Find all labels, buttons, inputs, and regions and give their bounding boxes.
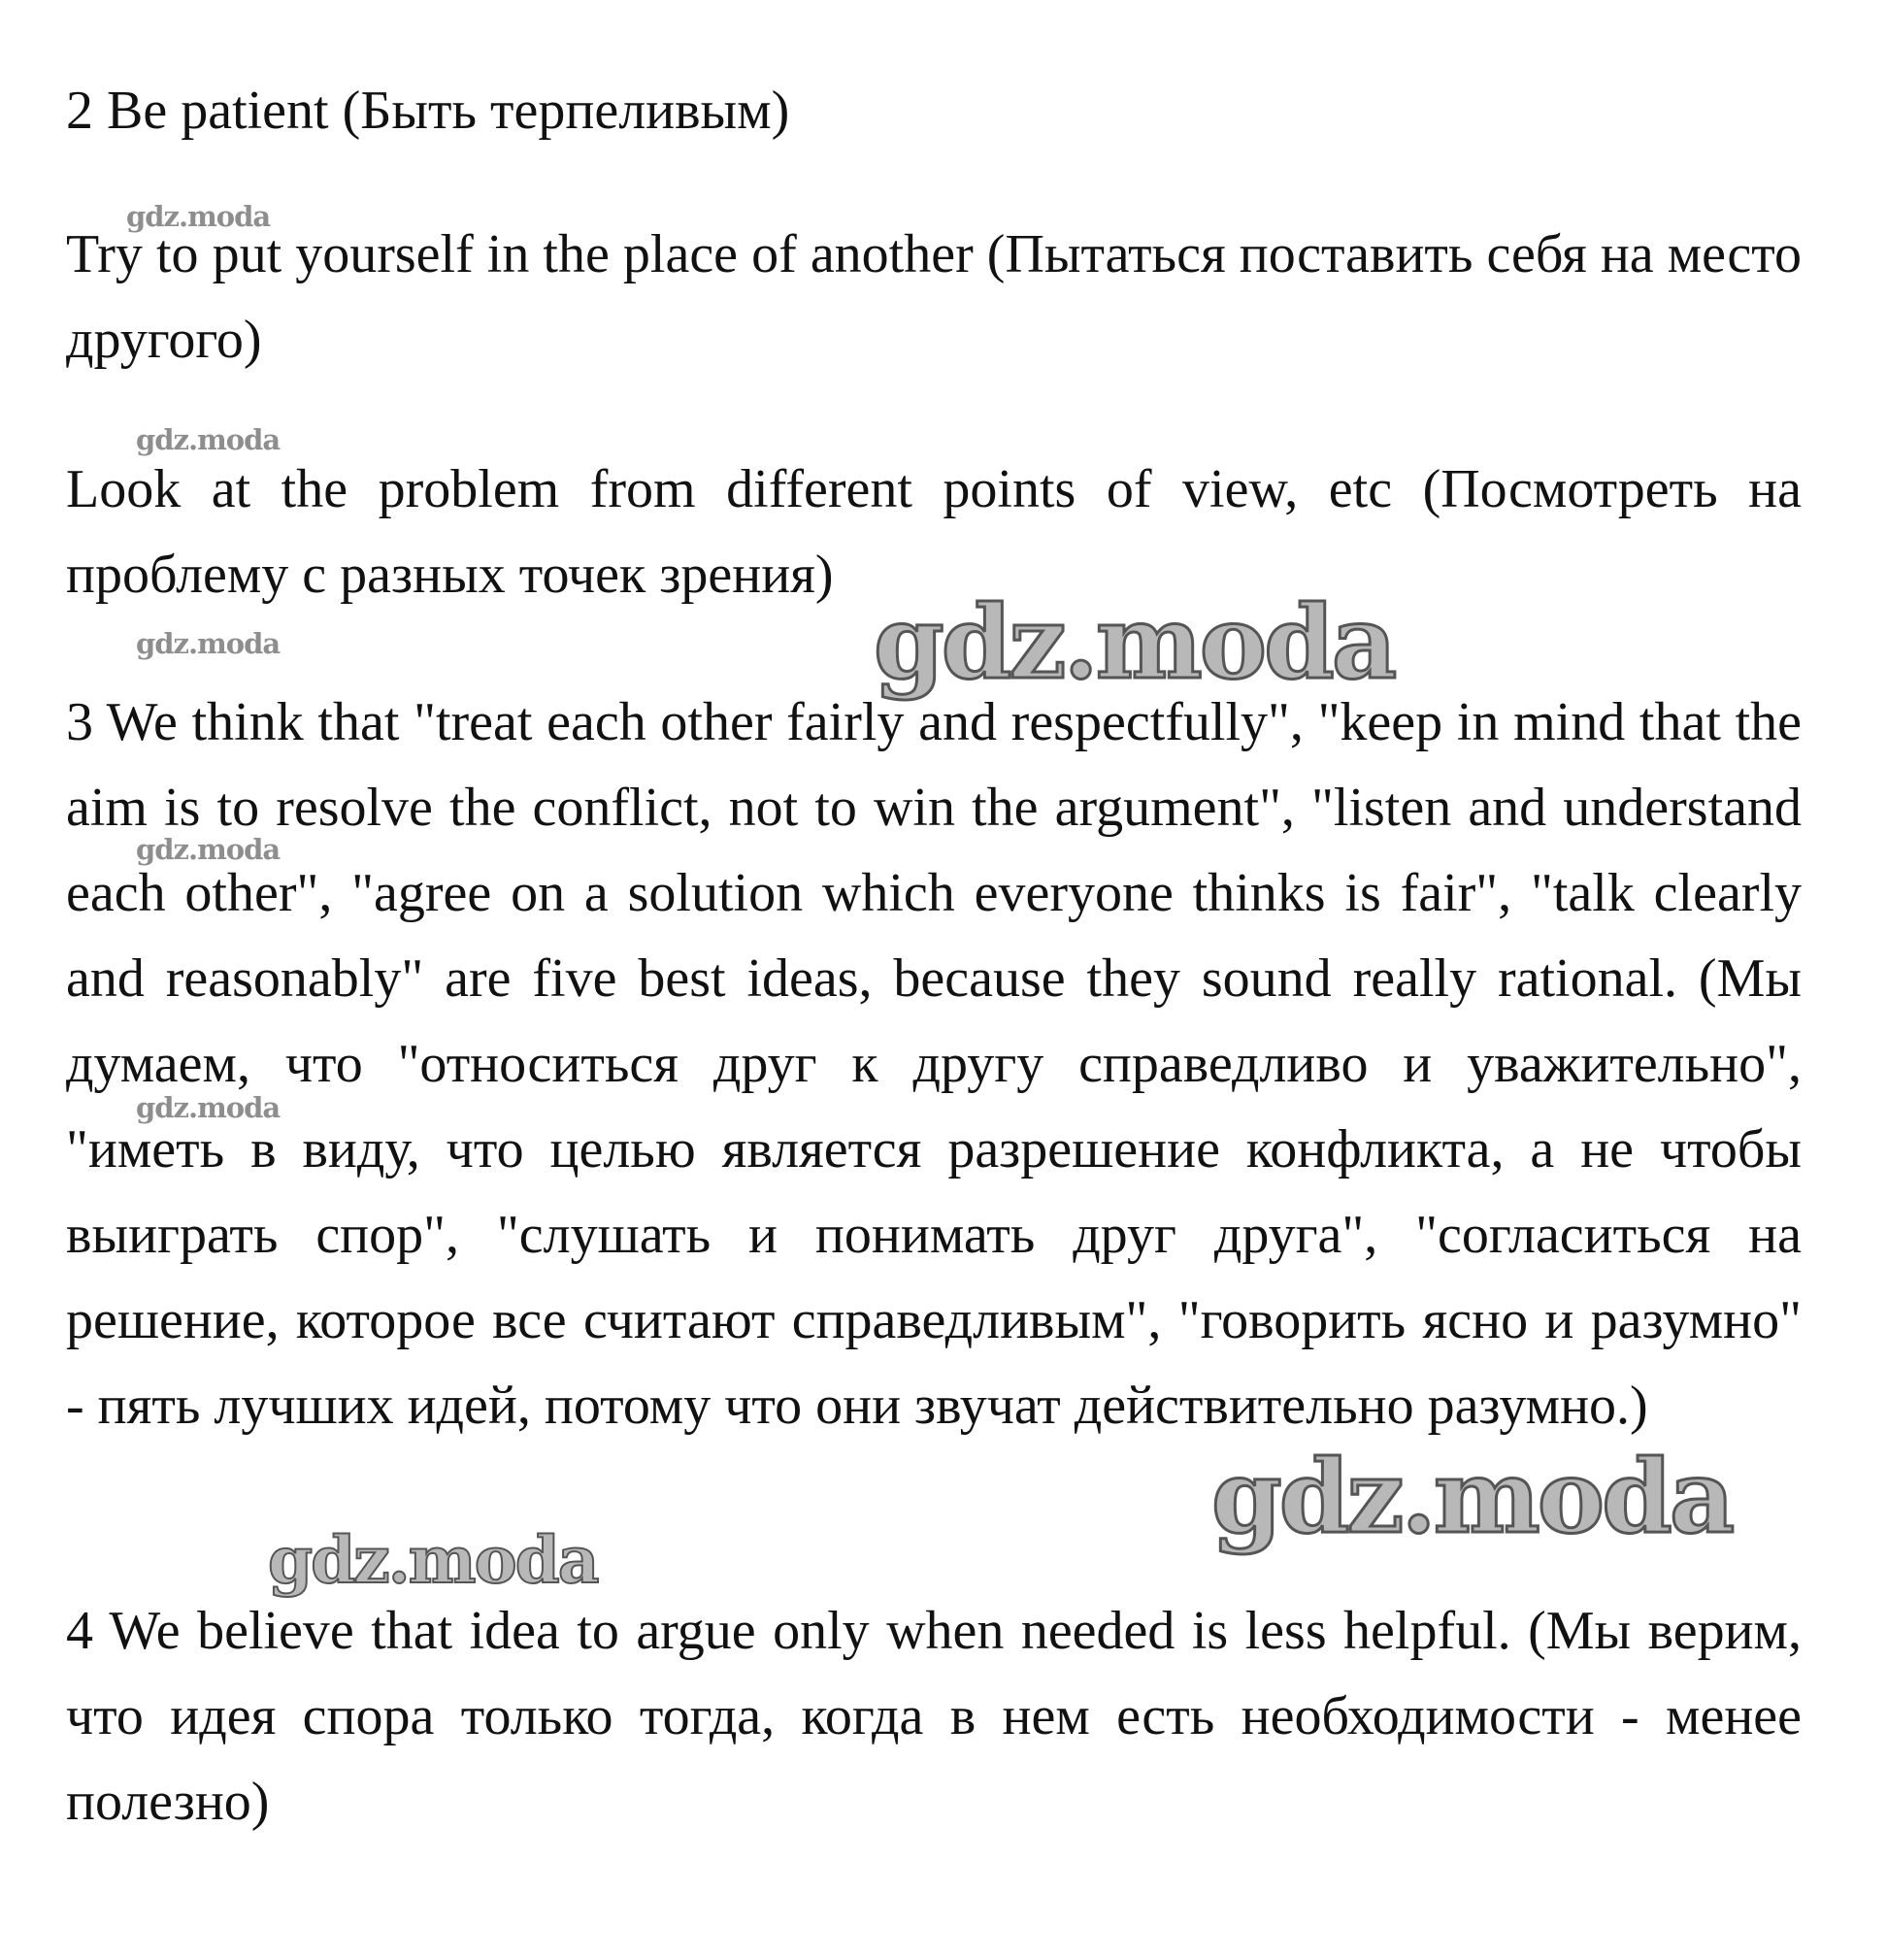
paragraph-1: 2 Be patient (Быть терпеливым) [66,81,790,141]
watermark: gdz.moda [136,627,281,660]
paragraph-4: 3 We think that "treat each other fairly and respectfully", "keep in mind that the aim is to resolve the conflict, not to win the argument", "listen and understand each other", "agree on a solution which everyone thinks is fair", "talk clearly and reasonably" are five best ideas, because they sound really rational. (Мы думаем, что "относиться друг к другу справедливо и уважительно", "иметь в виду, что целью является разрешение конфликта, а не чтобы выиграть спор", "слушать и понимать друг друга", "согласиться на решение, которое все считают справедливым", "говорить ясно и разумно" - пять лучших идей, потому что они звучат действительно разумно.) [66,692,1802,1436]
watermark: gdz.moda [136,833,281,866]
watermark: gdz.moda [136,423,281,456]
watermark-medium: gdz.moda [268,1522,598,1598]
watermark: gdz.moda [136,1091,281,1124]
paragraph-5: 4 We believe that idea to argue only when needed is less helpful. (Мы верим, что идея спора только тогда, когда в нем есть необходимости - менее полезно) [66,1601,1802,1832]
paragraph-3: Look at the problem from different points of view, etc (Посмотреть на проблему с разных точек зрения) [66,459,1802,605]
watermark-large: gdz.moda [1211,1437,1733,1556]
watermark-large: gdz.moda [874,582,1395,702]
paragraph-2: Try to put yourself in the place of another (Пытаться поставить себя на место другого) [66,224,1802,370]
watermark: gdz.moda [126,200,271,233]
